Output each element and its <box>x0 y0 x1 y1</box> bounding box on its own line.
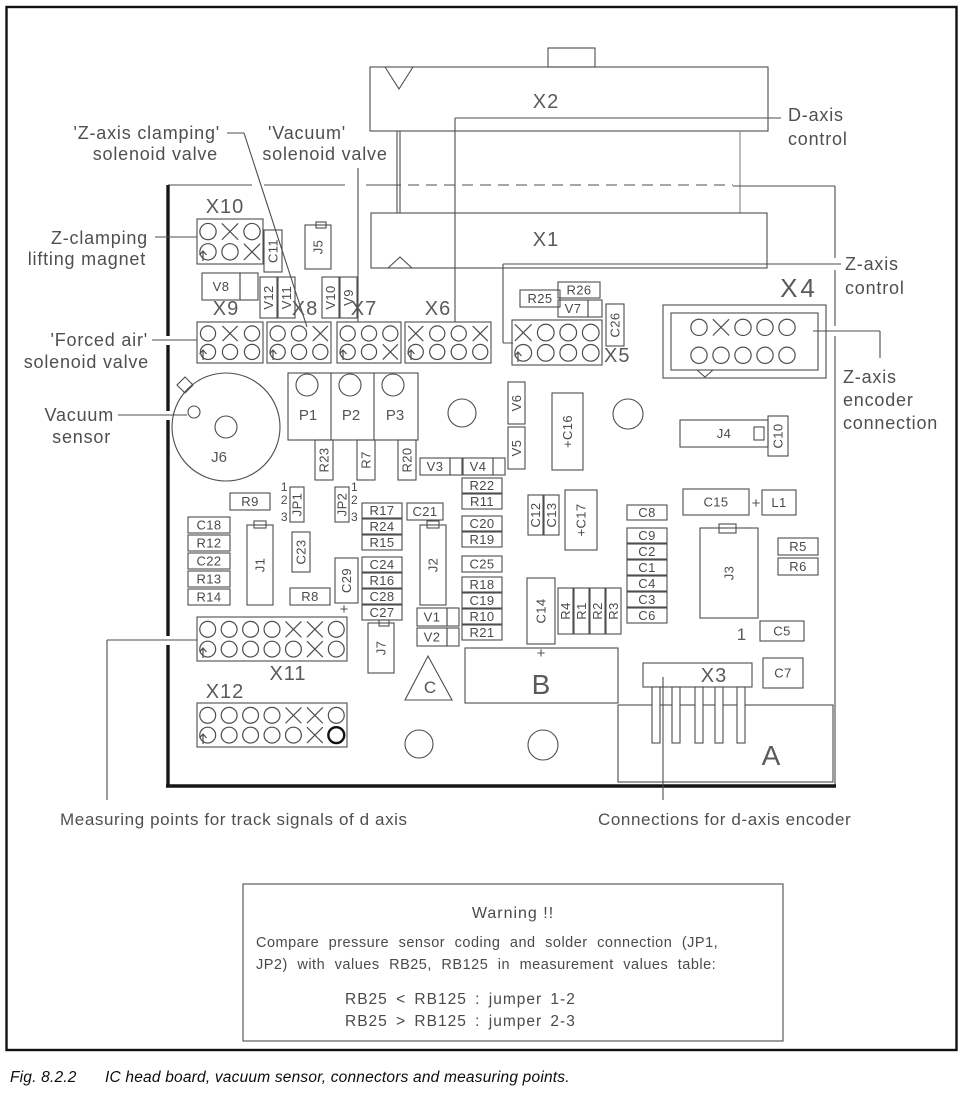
p3-hole <box>382 374 404 396</box>
svg-text:V6: V6 <box>509 394 525 412</box>
component-c3 <box>627 592 667 607</box>
caption-encoder-connections: Connections for d-axis encoder <box>598 810 852 829</box>
component-j3 <box>700 528 758 618</box>
x3-body <box>643 663 752 687</box>
svg-text:R8: R8 <box>301 589 319 605</box>
svg-text:+C16: +C16 <box>560 414 576 449</box>
svg-text:R7: R7 <box>358 451 374 469</box>
svg-text:C8: C8 <box>638 505 656 521</box>
label-z-clamping-valve-1: 'Z-axis clamping' <box>73 123 220 143</box>
label-d-axis-1: D-axis <box>788 105 844 125</box>
component-j2 <box>420 525 446 605</box>
component-r14 <box>188 589 230 605</box>
x2-body <box>370 67 768 131</box>
label-z-clamping-magnet-2: lifting magnet <box>27 249 146 269</box>
v1-spare-cell <box>447 608 459 626</box>
block-b-label: B <box>531 669 551 700</box>
component-r26 <box>558 282 600 298</box>
svg-text:V4: V4 <box>469 459 487 475</box>
connector-x7 <box>337 322 401 363</box>
component-c11 <box>264 230 282 272</box>
v2-spare-cell <box>447 628 459 646</box>
svg-text:R5: R5 <box>789 539 807 555</box>
svg-text:C22: C22 <box>196 553 222 569</box>
x4-outer <box>663 305 826 378</box>
component-j7 <box>368 623 394 673</box>
svg-text:L1: L1 <box>771 495 787 511</box>
connector-label-x8: X8 <box>291 298 319 320</box>
leader-measuring-points <box>107 640 197 800</box>
block-c-label: C <box>423 678 437 697</box>
component-c18 <box>188 517 230 533</box>
svg-text:R26: R26 <box>566 282 592 298</box>
svg-text:R18: R18 <box>469 577 495 593</box>
component-c21 <box>407 503 443 520</box>
svg-text:C19: C19 <box>469 593 495 609</box>
connector-label-x10: X10 <box>205 196 245 218</box>
component-r23 <box>315 440 333 480</box>
svg-text:V1: V1 <box>423 609 441 625</box>
warning-title: Warning !! <box>471 905 555 922</box>
connector-x10 <box>197 219 263 264</box>
svg-text:JP2: JP2 <box>334 492 350 517</box>
svg-text:C6: C6 <box>638 608 656 624</box>
component-r12 <box>188 535 230 551</box>
svg-text:J2: J2 <box>425 557 441 573</box>
connector-label-x12: X12 <box>205 681 245 703</box>
svg-text:R22: R22 <box>469 478 495 494</box>
component-c16 <box>552 393 583 470</box>
label-vacuum-sensor-1: Vacuum <box>44 405 114 425</box>
component-l1 <box>762 490 796 515</box>
component-v6 <box>508 382 525 424</box>
svg-text:C18: C18 <box>196 517 222 533</box>
p3-label: P3 <box>385 407 405 424</box>
component-c14 <box>527 578 555 644</box>
connector-x4 <box>691 319 795 363</box>
connector-label-x9: X9 <box>212 298 240 320</box>
block-a <box>618 705 833 782</box>
component-v10 <box>322 277 339 318</box>
hole-4 <box>528 730 558 760</box>
svg-text:V11: V11 <box>279 285 295 310</box>
svg-text:R24: R24 <box>369 519 395 535</box>
svg-text:R2: R2 <box>590 602 606 620</box>
component-r7 <box>357 440 375 480</box>
v3-spare-cell <box>450 458 462 475</box>
component-c24 <box>362 557 402 572</box>
warning-line-1: Compare pressure sensor coding and solder connection (JP1, <box>256 935 719 951</box>
component-r13 <box>188 571 230 587</box>
component-jp2 <box>335 487 350 522</box>
v7-spare-cell <box>588 300 602 317</box>
x3-pin <box>672 687 680 743</box>
svg-text:C9: C9 <box>638 528 656 544</box>
svg-text:R15: R15 <box>369 535 395 551</box>
svg-text:C15: C15 <box>703 494 729 510</box>
component-c5 <box>760 621 804 641</box>
component-v2 <box>417 628 447 646</box>
svg-text:V2: V2 <box>423 629 441 645</box>
svg-text:C23: C23 <box>293 539 309 565</box>
leader-d-axis <box>455 118 781 322</box>
svg-text:J1: J1 <box>252 557 268 573</box>
component-r2 <box>590 588 605 634</box>
svg-text:C10: C10 <box>770 423 786 449</box>
component-r11 <box>462 494 502 509</box>
component-v5 <box>508 427 525 469</box>
connector-x12 <box>197 703 347 747</box>
component-r17 <box>362 503 402 518</box>
label-z-clamping-magnet-1: Z-clamping <box>50 228 148 248</box>
x3-pin <box>652 687 660 743</box>
component-c7 <box>763 658 803 688</box>
p-block <box>288 373 418 440</box>
warning-rule-1: RB25 < RB125 : jumper 1-2 <box>345 991 576 1008</box>
vacuum-sensor-j6 <box>172 373 280 481</box>
svg-text:V3: V3 <box>426 459 444 475</box>
block-a-label: A <box>761 740 781 771</box>
label-z-axis-1: Z-axis <box>845 254 899 274</box>
jp1-pin-1: 1 <box>280 480 288 494</box>
v4-spare-cell <box>493 458 505 475</box>
label-forced-air-1: 'Forced air' <box>50 330 148 350</box>
j6-key-diamond <box>177 377 193 393</box>
svg-text:R10: R10 <box>469 609 495 625</box>
hole-1 <box>448 399 476 427</box>
component-c6 <box>627 608 667 623</box>
p2-hole <box>339 374 361 396</box>
svg-text:+C17: +C17 <box>573 503 589 537</box>
connector-label-x6: X6 <box>424 298 452 320</box>
warning-box <box>243 884 783 1041</box>
x3-pin <box>737 687 745 743</box>
component-c2 <box>627 544 667 559</box>
label-forced-air-2: solenoid valve <box>23 352 149 372</box>
component-c19 <box>462 593 502 608</box>
figure-caption: IC head board, vacuum sensor, connectors and measuring points. <box>105 1069 570 1086</box>
component-c20 <box>462 516 502 531</box>
component-j4 <box>680 420 768 447</box>
x1-notch <box>388 257 412 268</box>
component-c27 <box>362 605 402 620</box>
svg-text:C12: C12 <box>528 502 544 528</box>
x2-notch <box>385 67 413 89</box>
component-j1 <box>247 525 273 605</box>
component-c9 <box>627 528 667 543</box>
svg-text:C2: C2 <box>638 544 656 560</box>
component-r1 <box>574 588 589 634</box>
svg-text:R6: R6 <box>789 559 807 575</box>
x1-body <box>371 213 767 268</box>
connector-label-x3: X3 <box>700 665 728 687</box>
connector-x5 <box>512 320 602 365</box>
svg-text:C29: C29 <box>339 567 355 594</box>
component-c28 <box>362 589 402 604</box>
connector-label-x5: X5 <box>604 345 631 367</box>
j6-center-hole <box>215 416 237 438</box>
svg-text:C25: C25 <box>469 556 495 572</box>
svg-text:V8: V8 <box>212 279 230 295</box>
component-c22 <box>188 553 230 569</box>
label-z-clamping-valve-2: solenoid valve <box>92 144 218 164</box>
component-r19 <box>462 532 502 547</box>
x3-pins <box>652 687 745 743</box>
label-z-axis-2: control <box>845 278 905 298</box>
component-j5 <box>305 225 331 269</box>
component-v8 <box>202 273 240 300</box>
label-z-encoder-2: encoder <box>843 390 914 410</box>
svg-text:R25: R25 <box>527 291 553 307</box>
svg-text:R3: R3 <box>606 602 622 620</box>
component-c10 <box>768 416 788 456</box>
label-vacuum-sensor-2: sensor <box>52 427 111 447</box>
svg-text:R1: R1 <box>574 602 590 620</box>
svg-text:C20: C20 <box>469 516 495 532</box>
component-r3 <box>606 588 621 634</box>
component-c13 <box>544 495 559 535</box>
component-c15 <box>683 489 749 515</box>
component-jp1 <box>290 487 305 522</box>
svg-text:C7: C7 <box>774 665 792 681</box>
component-r16 <box>362 573 402 588</box>
x2-tab <box>548 48 595 67</box>
jp1-pin-2: 2 <box>280 493 288 507</box>
svg-text:R23: R23 <box>316 447 332 473</box>
component-c4 <box>627 576 667 591</box>
component-c23 <box>292 532 310 572</box>
svg-text:C24: C24 <box>369 557 395 573</box>
svg-text:V10: V10 <box>323 285 339 310</box>
component-r24 <box>362 519 402 534</box>
component-c12 <box>528 495 543 535</box>
leader-z-encoder <box>813 331 880 358</box>
svg-text:J4: J4 <box>716 426 732 442</box>
svg-text:R14: R14 <box>196 589 222 605</box>
svg-text:R16: R16 <box>369 573 395 589</box>
x4-notch <box>697 370 713 377</box>
svg-text:R9: R9 <box>241 494 259 510</box>
jp2-pin-3: 3 <box>351 510 359 524</box>
svg-text:J7: J7 <box>373 640 389 656</box>
svg-text:R11: R11 <box>469 494 495 510</box>
component-r10 <box>462 609 502 624</box>
svg-text:V9: V9 <box>341 289 357 306</box>
component-v1 <box>417 608 447 626</box>
component-v7 <box>558 300 588 317</box>
p1-hole <box>296 374 318 396</box>
p2-label: P2 <box>341 407 361 424</box>
svg-text:V12: V12 <box>261 285 277 310</box>
connector-x8 <box>267 322 331 363</box>
j6-side-hole <box>188 406 200 418</box>
svg-text:R17: R17 <box>369 503 395 519</box>
component-r8 <box>290 588 330 605</box>
connector-label-x4: X4 <box>780 273 818 303</box>
component-r9 <box>230 493 270 510</box>
svg-text:R13: R13 <box>196 571 222 587</box>
caption-measuring-points: Measuring points for track signals of d axis <box>60 810 408 829</box>
component-v3 <box>420 458 450 475</box>
component-c8 <box>627 505 667 520</box>
jp2-pin-2: 2 <box>351 493 359 507</box>
svg-text:C4: C4 <box>638 576 656 592</box>
c29-plus: + <box>339 601 349 618</box>
svg-text:C21: C21 <box>412 504 438 520</box>
svg-text:R21: R21 <box>469 625 495 641</box>
connector-x9 <box>197 322 263 363</box>
label-z-encoder-1: Z-axis <box>843 367 897 387</box>
svg-text:C5: C5 <box>773 623 791 639</box>
jp2-pin-1: 1 <box>351 480 359 494</box>
component-v4 <box>463 458 493 475</box>
svg-text:R4: R4 <box>558 602 574 620</box>
hole-2 <box>613 399 643 429</box>
x2-x1-link-left <box>397 131 400 213</box>
figure-number: Fig. 8.2.2 <box>10 1069 77 1086</box>
p1-label: P1 <box>298 407 318 424</box>
component-c29 <box>335 558 358 603</box>
component-r5 <box>778 538 818 555</box>
component-v12 <box>260 277 277 318</box>
connector-label-x11: X11 <box>269 663 307 685</box>
svg-text:V5: V5 <box>509 439 525 457</box>
label-d-axis-2: control <box>788 129 848 149</box>
j6-label: J6 <box>211 449 227 466</box>
connector-label-x7: X7 <box>350 298 378 320</box>
component-r4 <box>558 588 573 634</box>
component-c1 <box>627 560 667 575</box>
svg-text:C27: C27 <box>369 605 395 621</box>
component-r21 <box>462 625 502 640</box>
j3-pin1-marker: 1 <box>736 625 748 644</box>
svg-text:R20: R20 <box>399 447 415 473</box>
component-r20 <box>398 440 416 480</box>
component-c17 <box>565 490 597 550</box>
jp1-pin-3: 3 <box>280 510 288 524</box>
block-label-x1: X1 <box>532 229 560 251</box>
svg-text:C11: C11 <box>265 238 281 264</box>
svg-text:C1: C1 <box>638 560 656 576</box>
hole-3 <box>405 730 433 758</box>
connector-x6 <box>405 322 491 363</box>
component-r15 <box>362 535 402 550</box>
svg-text:V7: V7 <box>564 301 582 317</box>
svg-text:R19: R19 <box>469 532 495 548</box>
component-r6 <box>778 558 818 575</box>
svg-text:C14: C14 <box>533 598 549 624</box>
connector-x11 <box>197 617 347 661</box>
x3-pin <box>695 687 703 743</box>
label-vacuum-valve-2: solenoid valve <box>262 144 388 164</box>
component-r22 <box>462 478 502 493</box>
warning-rule-2: RB25 > RB125 : jumper 2-3 <box>345 1013 576 1030</box>
component-c25 <box>462 556 502 572</box>
c14-plus: + <box>536 645 546 662</box>
component-c26 <box>606 304 624 346</box>
svg-text:JP1: JP1 <box>289 492 305 517</box>
svg-text:C28: C28 <box>369 589 395 605</box>
warning-line-2: JP2) with values RB25, RB125 in measurement values table: <box>256 957 717 973</box>
label-z-encoder-3: connection <box>843 413 939 433</box>
svg-text:J3: J3 <box>721 565 737 581</box>
component-r18 <box>462 577 502 592</box>
svg-text:C13: C13 <box>544 502 560 528</box>
j4-key-tab <box>754 427 764 440</box>
svg-text:C3: C3 <box>638 592 656 608</box>
block-label-x2: X2 <box>532 91 560 113</box>
svg-text:R12: R12 <box>196 535 222 551</box>
label-vacuum-valve-1: 'Vacuum' <box>268 123 346 143</box>
component-r25 <box>520 290 560 307</box>
x3-pin <box>715 687 723 743</box>
l1-plus: + <box>751 495 761 512</box>
v8-spare-cell <box>240 273 258 300</box>
svg-text:C26: C26 <box>607 312 623 338</box>
svg-text:J5: J5 <box>310 239 326 255</box>
